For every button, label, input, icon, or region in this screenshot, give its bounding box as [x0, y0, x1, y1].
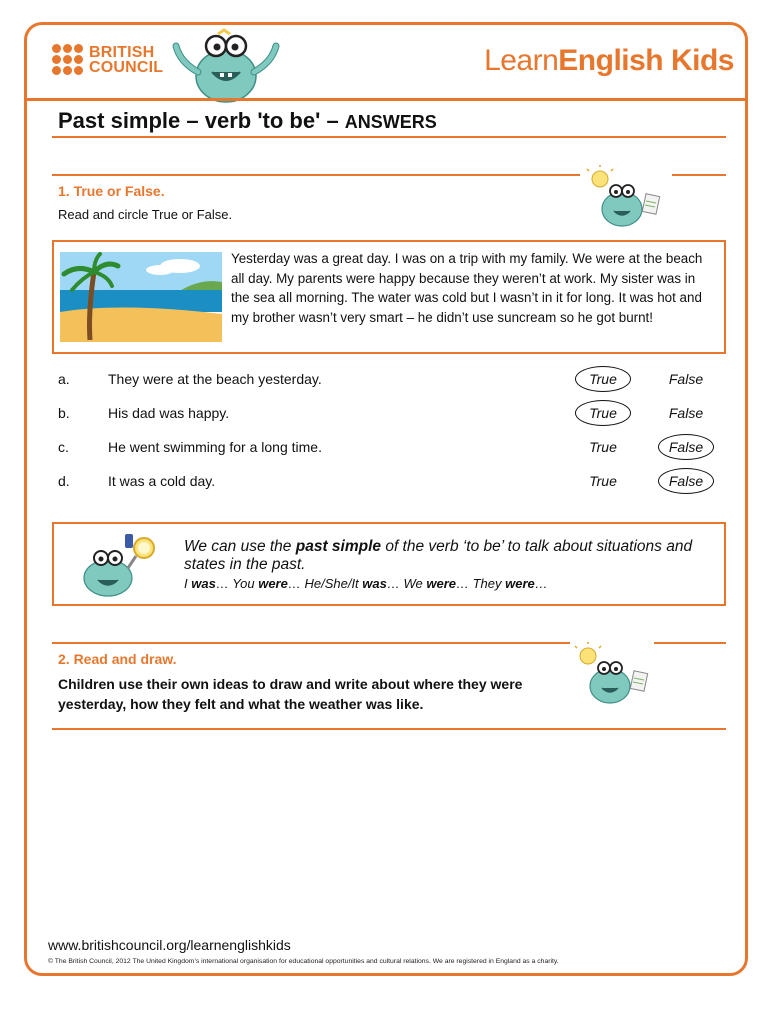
question-row: [58, 436, 728, 460]
grammar-rule-text: We can use the past simple of the verb ‘to be’ to talk about situations and states in the past.: [184, 538, 693, 573]
question-text: They were at the beach yesterday.: [108, 371, 322, 387]
footer-url-link[interactable]: www.britishcouncil.org/learnenglishkids: [48, 937, 291, 953]
bc-logo-line2: COUNCIL: [89, 58, 164, 76]
page-title: Past simple – verb 'to be' – ANSWERS: [58, 108, 437, 133]
bc-logo-line1: BRITISH: [89, 43, 155, 61]
mascot-idea-icon: [584, 165, 668, 231]
option-true[interactable]: True: [589, 473, 617, 489]
question-row: [58, 368, 728, 392]
question-letter: b.: [58, 405, 70, 421]
option-false-circled[interactable]: False: [656, 439, 716, 455]
section1-divider-right: [672, 174, 726, 176]
bc-dots-icon: [52, 44, 83, 75]
question-text: He went swimming for a long time.: [108, 439, 322, 455]
option-false-circled[interactable]: False: [656, 473, 716, 489]
section1-heading: 1. True or False.: [58, 183, 165, 199]
story-text: Yesterday was a great day. I was on a trip with my family. We were at the beach all day. My parents were happy because they weren’t at work. My sister was in the sea all morning. The water was cold but I wasn’t in it for long. It was hot and my brother wasn’t very smart – he didn’t use suncream so he got burnt!: [231, 251, 703, 325]
option-true-circled[interactable]: True: [573, 405, 633, 421]
option-true[interactable]: True: [589, 439, 617, 455]
question-text: His dad was happy.: [108, 405, 230, 421]
grammar-tip-box: [52, 522, 726, 606]
question-text: It was a cold day.: [108, 473, 216, 489]
question-letter: d.: [58, 473, 70, 489]
section1-divider-left: [52, 174, 580, 176]
section2-heading: 2. Read and draw.: [58, 651, 177, 667]
question-row: [58, 402, 728, 426]
question-letter: c.: [58, 439, 69, 455]
learnenglish-kids-logo: LearnEnglish Kids: [484, 44, 734, 77]
mascot-idea-icon: [572, 642, 656, 708]
grammar-example-text: I was… You were… He/She/It was… We were… They were…: [184, 576, 548, 591]
section2-bottom-divider: [52, 728, 726, 730]
story-box: [52, 240, 726, 354]
beach-palm-tree-image: [60, 252, 222, 342]
mascot-monster-icon: [168, 28, 288, 106]
section2-divider-left: [52, 642, 570, 644]
option-true-circled[interactable]: True: [573, 371, 633, 387]
section1-instruction: Read and circle True or False.: [58, 207, 233, 222]
british-council-logo: [52, 44, 163, 75]
footer-copyright: © The British Council, 2012 The United Kingdom’s international organisation for educational opportunities and cultural relations. We are registered in England as a charity.: [48, 958, 559, 965]
section2-divider-right: [654, 642, 726, 644]
question-letter: a.: [58, 371, 70, 387]
mascot-magnifier-icon: [74, 530, 164, 600]
question-row: [58, 470, 728, 494]
section2-text: Children use their own ideas to draw and write about where they were yesterday, how they felt and what the weather was like.: [58, 676, 523, 712]
header-divider: [26, 98, 746, 101]
title-divider: [52, 136, 726, 138]
option-false[interactable]: False: [668, 405, 704, 421]
option-false[interactable]: False: [668, 371, 704, 387]
